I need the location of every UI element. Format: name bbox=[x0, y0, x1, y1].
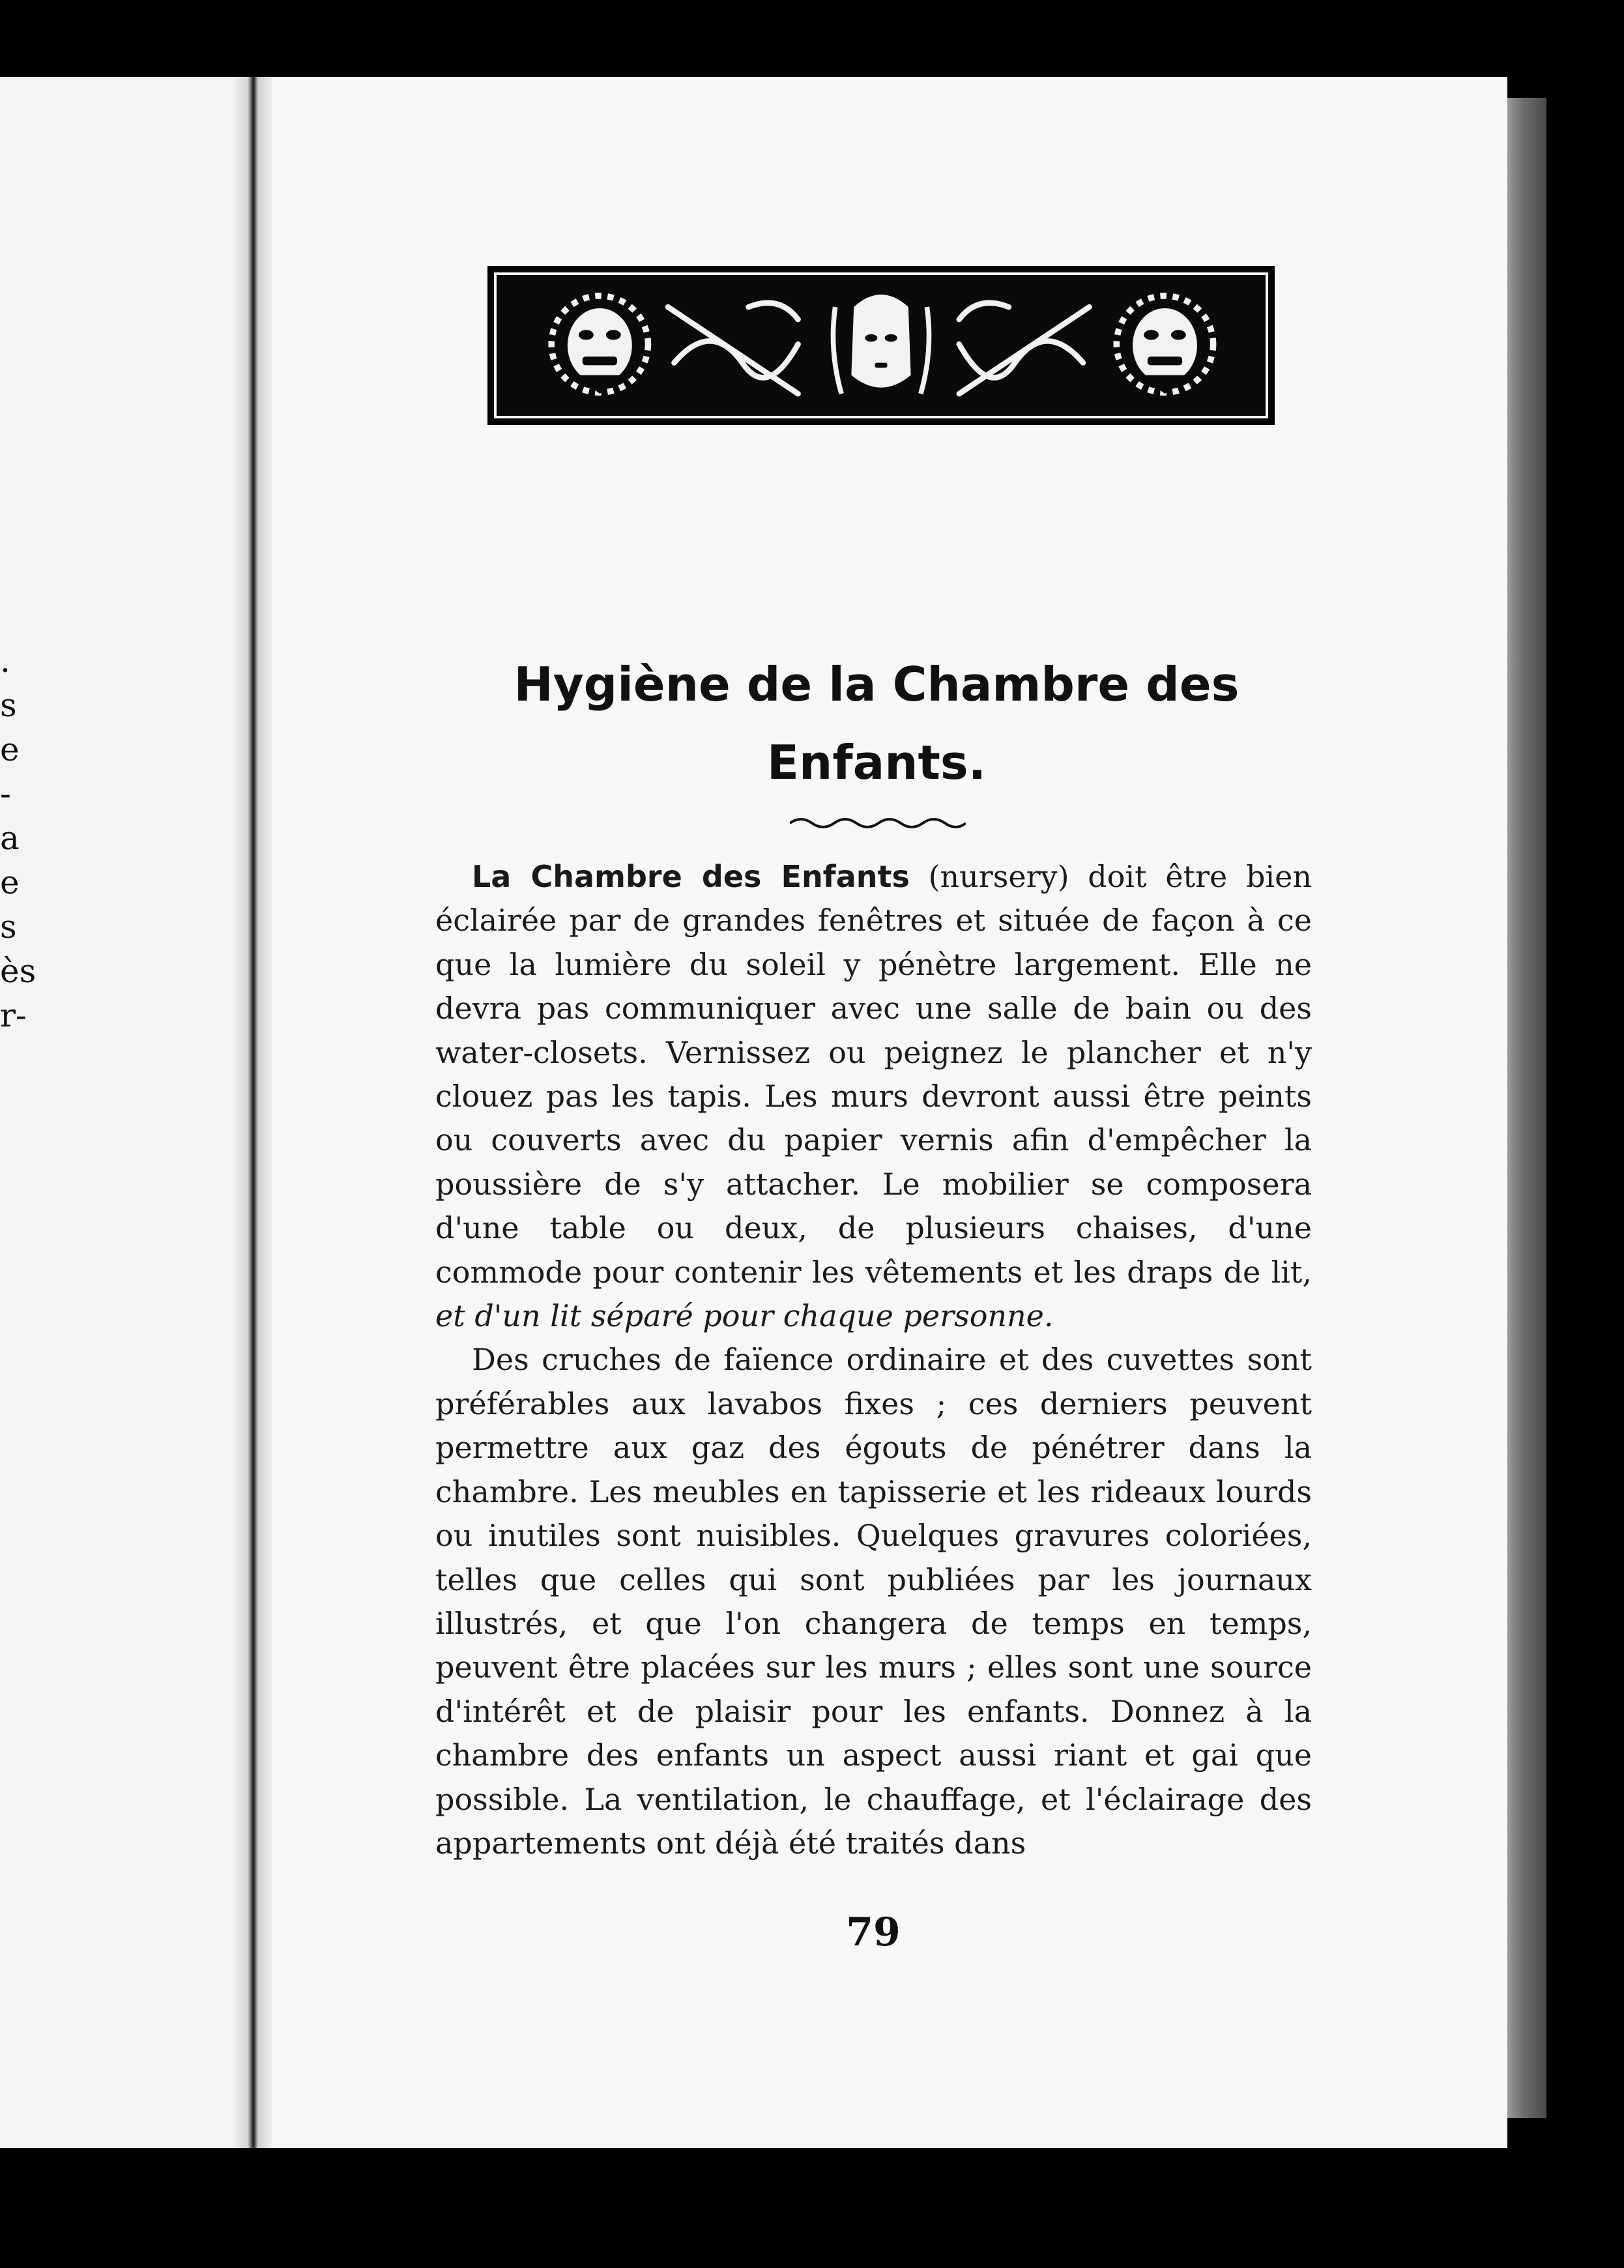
left-fragment: a bbox=[0, 819, 20, 857]
left-page bbox=[0, 77, 267, 2148]
mask-frieze-icon bbox=[491, 270, 1271, 421]
paragraph-1 bbox=[435, 855, 1312, 1338]
page-number: 79 bbox=[846, 1910, 901, 1955]
left-fragment: e bbox=[0, 731, 20, 768]
page-stack-edge bbox=[1507, 98, 1546, 2118]
body-text bbox=[435, 855, 1312, 1865]
run-in-heading: La Chambre des Enfants bbox=[472, 859, 910, 894]
left-page-text-fragments bbox=[0, 639, 39, 1038]
left-fragment: r- bbox=[0, 996, 27, 1034]
paragraph-text: (nursery) doit être bien éclairée par de grandes fenêtres et située de façon à ce que la lumière du soleil y pénètre largement. Elle ne devra pas communiquer avec une salle de bain ou des water-closets. Vernissez ou peignez le plancher et n'y clouez pas les tapis. Les murs devront aussi être peints ou couverts avec du papier vernis afin d'empêcher la poussière de s'y attacher. Le mobilier se composera d'une table ou deux, de plusieurs chaises, d'une commode pour contenir les vêtements et les draps de lit, bbox=[435, 859, 1312, 1290]
wavy-rule-icon bbox=[790, 813, 966, 833]
left-fragment: ès bbox=[0, 952, 36, 990]
page-title: Hygiène de la Chambre des Enfants. bbox=[514, 657, 1240, 790]
paragraph-emphasis: et d'un lit séparé pour chaque personne. bbox=[435, 1298, 1054, 1334]
left-fragment: s bbox=[0, 686, 17, 724]
frieze-ornament-masks bbox=[487, 266, 1275, 425]
book-gutter bbox=[235, 77, 272, 2148]
left-fragment: . bbox=[0, 642, 10, 680]
left-fragment: s bbox=[0, 908, 17, 946]
left-fragment: e bbox=[0, 864, 20, 901]
paragraph-2: Des cruches de faïence ordinaire et des cuvettes sont préférables aux lavabos fixes ; ces derniers peuvent permettre aux gaz des égouts de pénétrer dans la chambre. Les meubles en tapisserie et les rideaux lourds ou inutiles sont nuisibles. Quelques gravures coloriées, telles que celles qui sont publiées par les journaux illustrés, et que l'on changera de temps en temps, peuvent être placées sur les murs ; elles sont une source d'intérêt et de plaisir pour les enfants. Donnez à la chambre des enfants un aspect aussi riant et gai que possible. La ventilation, le chauffage, et l'éclairage des appartements ont déjà été traités dans bbox=[435, 1342, 1312, 1861]
left-fragment: - bbox=[0, 775, 11, 813]
